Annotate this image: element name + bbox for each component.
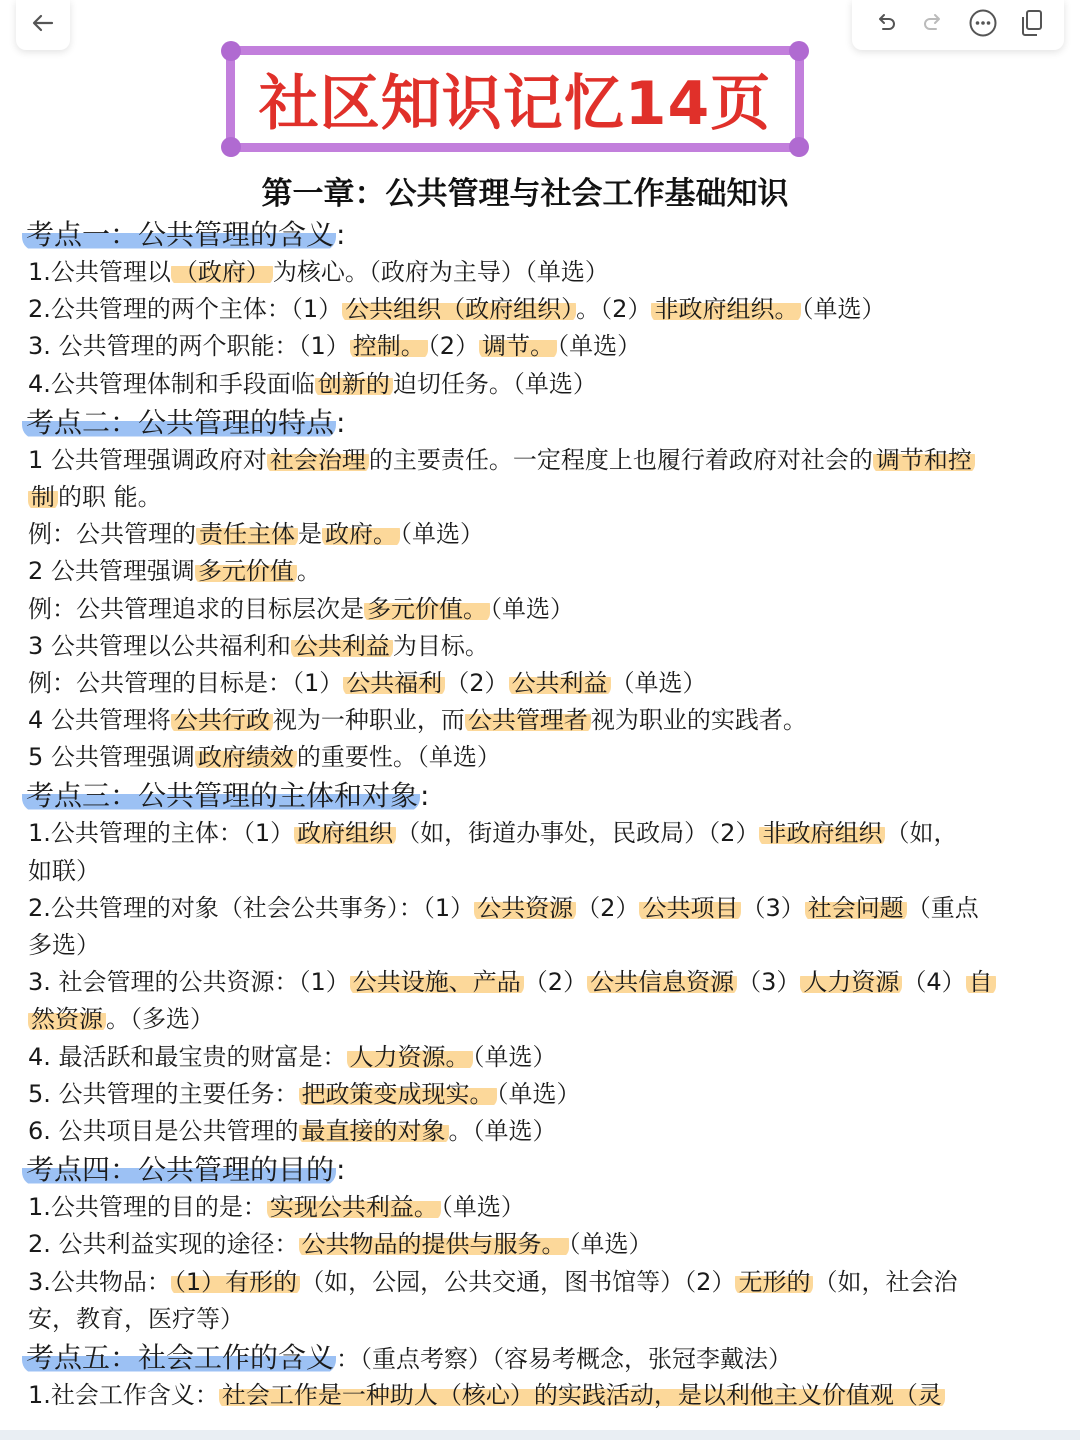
page-title: 社区知识记忆14页 (258, 69, 772, 139)
text-segment: 例：公共管理的目标是：（1） (28, 668, 344, 697)
copy-icon (1018, 8, 1046, 42)
highlighted-text: 政府组织 (294, 819, 396, 847)
note-line (28, 479, 1058, 516)
note-line (28, 366, 1058, 403)
highlighted-text: 责任主体 (196, 520, 298, 548)
text-segment: : (336, 218, 346, 251)
redo-icon (921, 10, 947, 40)
note-line (28, 1226, 1058, 1263)
highlighted-text: 公共资源 (474, 894, 576, 922)
highlighted-text: 公共利益 (291, 632, 393, 660)
highlighted-text: 社会工作是一种助人（核心）的实践活动，是以利他主义价值观（灵 (219, 1381, 945, 1409)
highlighted-text: 调节。 (479, 332, 557, 360)
text-segment: （单选） (610, 668, 707, 697)
highlighted-text: 公共物品的提供与服务。 (299, 1230, 569, 1258)
highlighted-text: 创新的 (315, 370, 393, 398)
text-segment: （如，街道办事处，民政局）（2） (396, 819, 760, 848)
highlighted-text: 调节和控 (873, 446, 975, 474)
text-segment: 多选） (28, 931, 100, 959)
section-title: 考点一：公共管理的含义 (22, 218, 336, 251)
copy-button[interactable] (1015, 8, 1049, 42)
text-segment: （2） (445, 668, 509, 697)
section-heading (28, 216, 1058, 254)
note-line (28, 628, 1058, 665)
text-segment: （如，社会治 (813, 1267, 958, 1296)
highlighted-text: 政府绩效 (195, 743, 297, 771)
text-segment: （2） (576, 893, 640, 922)
highlighted-text: 公共项目 (639, 894, 741, 922)
text-segment: （单选） (400, 520, 484, 549)
note-line (28, 1076, 1058, 1113)
note-line (28, 254, 1058, 291)
text-segment: （单选） (568, 1230, 653, 1259)
note-line (28, 328, 1058, 365)
text-segment: 3. 公共管理的两个职能：（1） (28, 332, 350, 361)
note-line (28, 665, 1058, 702)
text-segment: 2. 公共利益实现的途径： (28, 1230, 299, 1259)
text-segment: 1.公共管理以 (28, 258, 171, 286)
highlighted-text: 社会治理 (267, 446, 369, 474)
text-segment: 2.公共管理的对象（社会公共事务）：（1） (28, 893, 475, 922)
text-segment: 为目标。 (392, 631, 489, 660)
undo-icon (872, 10, 898, 40)
text-segment: 。 (296, 557, 321, 586)
text-segment: 例：公共管理的 (28, 520, 196, 549)
text-segment: （单选） (472, 1042, 557, 1071)
highlighted-text: 非政府组织 (759, 819, 885, 847)
note-line (28, 927, 1058, 964)
note-line (28, 1113, 1058, 1150)
note-line (28, 1264, 1058, 1301)
text-segment: 的重要性。（单选） (296, 743, 501, 772)
note-line (28, 553, 1058, 590)
note-line (28, 1301, 1058, 1338)
arrow-left-icon (30, 10, 56, 40)
text-segment: 4. 最活跃和最宝贵的财富是： (28, 1042, 347, 1071)
undo-button[interactable] (868, 8, 902, 42)
text-segment: 3 公共管理以公共福利和 (28, 631, 291, 660)
text-segment: 4.公共管理体制和手段面临 (28, 369, 315, 398)
note-line (28, 1377, 1058, 1414)
text-segment: （3） (741, 893, 805, 922)
highlighted-text: 社会问题 (805, 894, 907, 922)
note-line (28, 890, 1058, 927)
text-segment: 2 公共管理强调 (28, 557, 195, 586)
note-line (28, 964, 1058, 1001)
text-segment: 6. 公共项目是公共管理的 (28, 1116, 299, 1145)
text-segment: 4 公共管理将 (28, 706, 171, 735)
section-heading (28, 1151, 1058, 1189)
note-line (28, 853, 1058, 890)
highlighted-text: （1）有形的 (171, 1268, 300, 1296)
section-title: 考点五：社会工作的含义 (22, 1341, 336, 1374)
text-segment: 2.公共管理的两个主体：（1） (28, 295, 343, 324)
text-segment: 1.公共管理的主体：（1） (28, 819, 295, 848)
note-line (28, 1039, 1058, 1076)
text-segment: （单选） (490, 594, 574, 623)
highlighted-text: 政府。 (322, 520, 400, 548)
section-heading (28, 777, 1058, 815)
text-segment: （4） (902, 968, 966, 997)
text-segment: 安，教育，医疗等） (28, 1304, 244, 1333)
highlighted-text: 公共信息资源 (587, 968, 737, 996)
note-line (28, 1189, 1058, 1226)
note-line (28, 702, 1058, 739)
highlighted-text: 最直接的对象 (299, 1117, 449, 1145)
highlighted-text: 无形的 (735, 1268, 813, 1296)
text-segment: 。（单选） (448, 1116, 557, 1145)
text-segment: : (420, 779, 430, 813)
highlighted-text: 人力资源 (800, 968, 902, 996)
highlighted-text: 控制。 (350, 332, 428, 360)
highlighted-text: 公共管理者 (465, 706, 591, 734)
text-segment: （如， (885, 819, 958, 848)
text-segment: 。（多选） (106, 1005, 214, 1034)
note-line (28, 591, 1058, 628)
text-segment: （单选） (496, 1079, 581, 1108)
highlighted-text: 公共组织（政府组织） (342, 295, 576, 323)
text-segment: 5. 公共管理的主要任务： (28, 1079, 299, 1108)
title-banner (226, 46, 804, 152)
note-line (28, 291, 1058, 328)
highlighted-text: 公共利益 (509, 669, 611, 697)
text-segment: 1.社会工作含义： (28, 1380, 219, 1409)
redo-button[interactable] (917, 8, 951, 42)
text-segment: 3. 社会管理的公共资源：（1） (28, 968, 350, 997)
note-line (28, 815, 1058, 852)
highlighted-text: 把政策变成现实。 (299, 1080, 497, 1108)
text-segment: （2） (523, 968, 588, 997)
text-segment: 为核心。（政府为主导）（单选） (272, 258, 609, 286)
section-title: 考点二：公共管理的特点 (22, 406, 336, 439)
text-segment: : (336, 405, 346, 439)
text-segment: 3.公共物品： (28, 1267, 171, 1296)
text-segment: : (336, 1153, 346, 1187)
highlighted-text: （政府） (171, 258, 273, 286)
text-segment: 迫切任务。（单选） (392, 369, 597, 398)
toolbar-actions (852, 0, 1064, 50)
notes-content (28, 215, 1058, 1414)
highlighted-text: 自 (966, 968, 996, 996)
bottom-edge (0, 1430, 1080, 1440)
highlighted-text: 公共设施、产品 (350, 968, 524, 996)
highlighted-text: 人力资源。 (347, 1043, 473, 1071)
highlighted-text: 公共福利 (343, 669, 445, 697)
text-segment: （单选） (440, 1193, 525, 1222)
chapter-heading: 第一章：公共管理与社会工作基础知识 (261, 176, 789, 212)
section-heading (28, 404, 1058, 442)
highlighted-text: 制 (28, 483, 58, 511)
highlighted-text: 多元价值 (195, 557, 297, 585)
back-button[interactable] (16, 0, 70, 50)
text-segment: ：（重点考察）（容易考概念，张冠李戴法） (336, 1344, 793, 1373)
highlighted-text: 非政府组织。 (651, 295, 801, 323)
text-segment: （重点 (906, 893, 979, 922)
text-segment: 如联） (28, 856, 100, 885)
text-segment: 视为职业的实践者。 (590, 706, 807, 735)
text-segment: （单选） (557, 332, 642, 361)
note-line (28, 442, 1058, 479)
text-segment: 5 公共管理强调 (28, 743, 195, 772)
text-segment: （3） (737, 968, 801, 997)
text-segment: 。（2） (576, 295, 652, 324)
more-icon (968, 8, 998, 42)
highlighted-text: 多元价值。 (364, 595, 490, 623)
note-line (28, 739, 1058, 776)
highlighted-text: 实现公共利益。 (267, 1193, 441, 1221)
text-segment: 1 公共管理强调政府对 (28, 445, 267, 474)
section-heading (28, 1339, 1058, 1377)
highlighted-text: 公共行政 (171, 706, 273, 734)
text-segment: （单选） (801, 295, 886, 324)
note-line (28, 1001, 1058, 1038)
text-segment: 视为一种职业，而 (272, 706, 465, 735)
text-segment: 的主要责任。一定程度上也履行着政府对社会的 (368, 445, 873, 474)
highlighted-text: 然资源 (28, 1005, 106, 1033)
text-segment: 的职 能。 (58, 482, 162, 511)
more-button[interactable] (966, 8, 1000, 42)
text-segment: 是 (298, 520, 322, 549)
text-segment: （2） (427, 332, 480, 361)
section-title: 考点四：公共管理的目的 (22, 1153, 336, 1186)
note-line (28, 516, 1058, 553)
text-segment: （如，公园，公共交通，图书馆等）（2） (300, 1267, 736, 1296)
section-title: 考点三：公共管理的主体和对象 (22, 779, 420, 812)
text-segment: 1.公共管理的目的是： (28, 1193, 267, 1222)
text-segment: 例：公共管理追求的目标层次是 (28, 594, 364, 623)
